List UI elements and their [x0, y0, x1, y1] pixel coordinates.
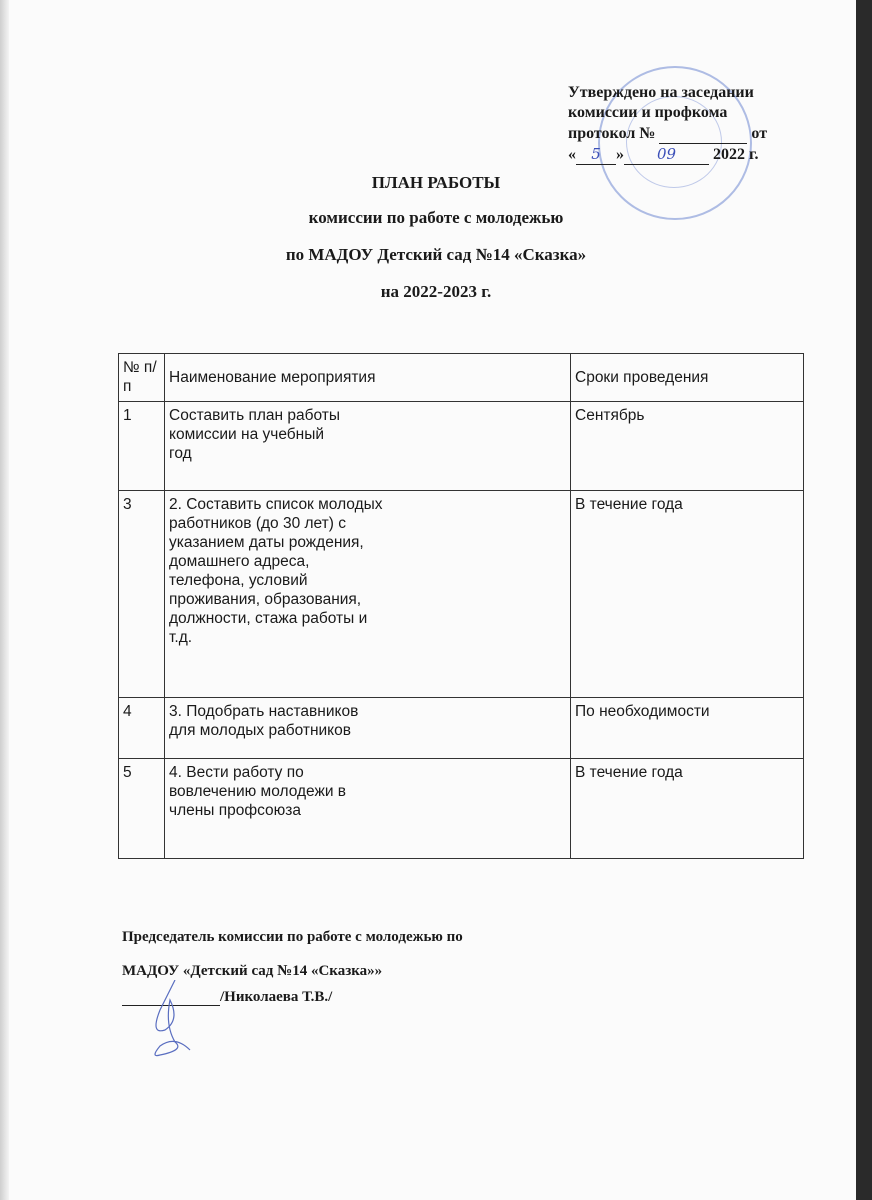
approval-date-line	[568, 144, 767, 165]
header-num: № п/п	[119, 354, 165, 402]
row-term: В течение года	[571, 491, 804, 698]
date-day: 5	[576, 144, 616, 165]
approval-line-3	[568, 123, 767, 144]
handwritten-signature	[130, 980, 210, 1060]
doc-subtitle-2: по МАДОУ Детский сад №14 «Сказка»	[285, 245, 587, 264]
from-label: от	[751, 125, 768, 142]
row-name: 3. Подобрать наставников для молодых работников	[165, 698, 571, 759]
row-num: 5	[119, 759, 165, 859]
close-quote: »	[616, 146, 624, 163]
row-num: 4	[119, 698, 165, 759]
approval-block	[568, 83, 767, 165]
row-num: 3	[119, 491, 165, 698]
table-header-row	[119, 354, 804, 402]
date-month: 09	[624, 144, 709, 165]
approval-line-2: комиссии и профкома	[568, 104, 728, 121]
table-row	[119, 759, 804, 859]
plan-table	[118, 353, 804, 859]
row-term: В течение года	[571, 759, 804, 859]
date-year: 2022 г.	[713, 146, 759, 163]
open-quote: «	[568, 146, 576, 163]
header-name: Наименование мероприятия	[165, 354, 571, 402]
doc-subtitle-3: на 2022-2023 г.	[380, 282, 492, 301]
protocol-number-blank	[659, 123, 747, 144]
table-row	[119, 491, 804, 698]
row-term: Сентябрь	[571, 402, 804, 491]
doc-subtitle-1: комиссии по работе с молодежью	[308, 208, 564, 227]
row-term: По необходимости	[571, 698, 804, 759]
row-name: Составить план работы комиссии на учебный год	[165, 402, 571, 491]
table-row	[119, 698, 804, 759]
row-name: 4. Вести работу по вовлечению молодежи в члены профсоюза	[165, 759, 571, 859]
table-row	[119, 402, 804, 491]
row-name: 2. Составить список молодых работников (до 30 лет) с указанием даты рождения, домашнего адреса, телефона, условий проживания, образования, должности, стажа работы и т.д.	[165, 491, 571, 698]
doc-title: ПЛАН РАБОТЫ	[371, 173, 501, 192]
header-term: Сроки проведения	[571, 354, 804, 402]
protocol-label: протокол №	[568, 125, 656, 142]
approval-line-1: Утверждено на заседании	[568, 84, 754, 101]
chairman-name: /Николаева Т.В./	[220, 989, 333, 1005]
row-num: 1	[119, 402, 165, 491]
chairman-line-1: Председатель комиссии по работе с молодежью по	[122, 929, 463, 945]
chairman-line-2: МАДОУ «Детский сад №14 «Сказка»»	[122, 963, 383, 979]
